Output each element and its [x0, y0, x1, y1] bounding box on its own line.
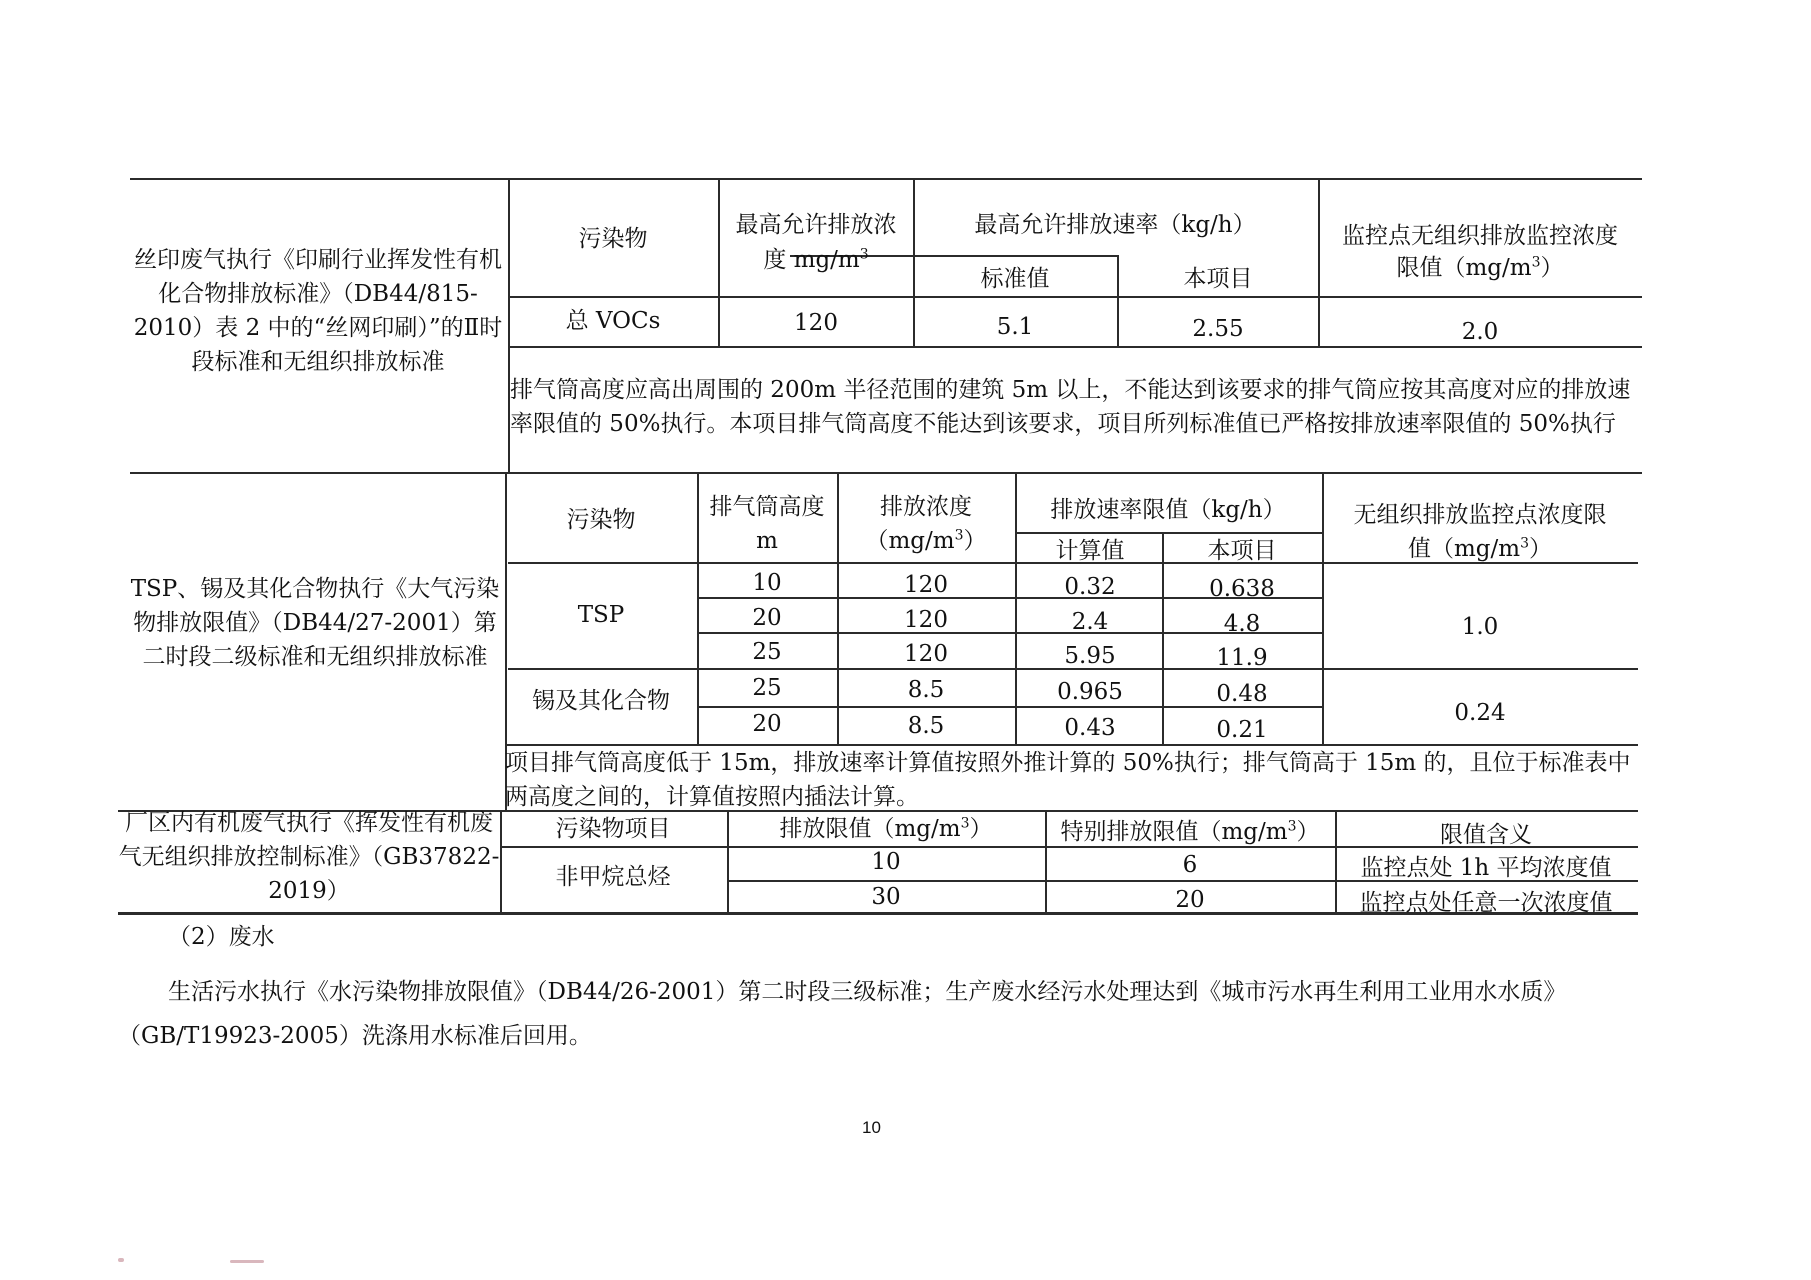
- t3-pollutant: 非甲烷总烃: [555, 864, 671, 890]
- t3-header-meaning: 限值含义: [1440, 822, 1532, 848]
- t2-tsp-pollutant: TSP: [577, 602, 625, 628]
- t2-tsp-row3-project: 11.9: [1216, 645, 1268, 671]
- t2-header-height-line2: m: [756, 528, 778, 554]
- t2-col-divider: [837, 472, 839, 744]
- scan-mark: [118, 1258, 124, 1262]
- t2-tsp-row2-calc: 2.4: [1071, 609, 1109, 635]
- t2-tin-row2-height: 20: [752, 711, 782, 737]
- t3-col-divider: [727, 810, 729, 912]
- t1-conc: 120: [794, 310, 838, 336]
- t2-tin-row1-height: 25: [752, 675, 782, 701]
- t1-standard-label: 丝印废气执行《印刷行业挥发性有机化合物排放标准》（DB44/815-2010）表 2 中的“丝网印刷）”的Ⅱ时段标准和无组织排放标准: [133, 247, 503, 375]
- t2-tin-row1-calc: 0.965: [1057, 679, 1123, 705]
- t2-tin-pollutant: 锡及其化合物: [532, 688, 670, 714]
- t1-header-standard: 标准值: [980, 266, 1050, 292]
- t1-unorg: 2.0: [1461, 319, 1499, 345]
- t3-row2-limit: 30: [871, 884, 901, 910]
- t1-top-rule: [130, 178, 1642, 180]
- t2-col-divider: [697, 472, 699, 744]
- t3-col-divider: [1045, 810, 1047, 912]
- t1-header-pollutant: 污染物: [578, 226, 648, 252]
- t3-row1-special: 6: [1182, 852, 1198, 878]
- t2-header-height-line1: 排气筒高度: [709, 494, 825, 520]
- t1-header-conc-line1: 最高允许排放浓: [735, 212, 897, 238]
- t3-col-divider: [1335, 810, 1337, 912]
- t2-tsp-row2-height: 20: [752, 605, 782, 631]
- t1-header-project: 本项目: [1183, 266, 1253, 292]
- t1-bottom-rule: [130, 472, 1642, 474]
- t3-row1-meaning: 监控点处 1h 平均浓度值: [1360, 855, 1612, 881]
- t2-note: 项目排气筒高度低于 15m，排放速率计算值按照外推计算的 50%执行；排气筒高于 15m 的，且位于标准表中两高度之间的，计算值按照内插法计算。: [505, 750, 1631, 810]
- t2-header-unorg-line2: 值$(mg/m^3)$: [1407, 535, 1553, 562]
- t2-standard-label: TSP、锡及其化合物执行《大气污染物排放限值》（DB44/27-2001）第二时段二级标准和无组织排放标准: [130, 576, 500, 670]
- t1-note: 排气筒高度应高出周围的 200m 半径范围的建筑 5m 以上，不能达到该要求的排气筒应按其高度对应的排放速率限值的 50%执行。本项目排气筒高度不能达到该要求，项目所列标准值已严格按排放速率限值的 50%执行: [510, 377, 1631, 437]
- t3-row2-special: 20: [1175, 887, 1205, 913]
- t1-standard: 5.1: [996, 314, 1034, 340]
- t2-header-calc: 计算值: [1055, 538, 1125, 564]
- t3-header-item: 污染物项目: [555, 816, 671, 842]
- t2-tin-row2-conc: 8.5: [907, 713, 945, 739]
- t2-tsp-row1-height: 10: [752, 570, 782, 596]
- t2-header-rate: 排放速率限值（kg/h）: [1050, 497, 1286, 523]
- t1-header-rate: 最高允许排放速率（kg/h）: [974, 212, 1256, 238]
- t2-rate-sub-rule: [1015, 532, 1323, 534]
- t2-tsp-row3-calc: 5.95: [1064, 643, 1116, 669]
- t3-row2-meaning: 监控点处任意一次浓度值: [1359, 890, 1613, 916]
- t1-project: 2.55: [1192, 316, 1244, 342]
- t2-col-divider: [1015, 472, 1017, 744]
- t2-tsp-unorg: 1.0: [1461, 614, 1499, 640]
- t2-col-divider: [1322, 472, 1324, 744]
- t1-header-unorg-line2: 限值$(mg/m^3)$: [1396, 254, 1564, 281]
- t3-header-special: 特别排放限值$(mg/m^3)$: [1060, 818, 1320, 845]
- t1-col-divider: [913, 178, 915, 346]
- t2-col-divider: [1162, 532, 1164, 744]
- t2-header-pollutant: 污染物: [566, 507, 636, 533]
- t2-tin-unorg: 0.24: [1454, 700, 1506, 726]
- scan-mark: [230, 1260, 264, 1263]
- t2-tin-row2-project: 0.21: [1216, 717, 1268, 743]
- t2-tsp-row3-conc: 120: [904, 641, 948, 667]
- t1-pollutant: 总 VOCs: [565, 308, 661, 334]
- t1-col-divider: [1117, 255, 1119, 346]
- t2-header-project: 本项目: [1207, 538, 1277, 564]
- t3-label-divider: [500, 810, 502, 912]
- t1-col-divider: [1318, 178, 1320, 346]
- t2-tsp-row1-project: 0.638: [1209, 576, 1275, 602]
- t2-tin-row2-calc: 0.43: [1064, 715, 1116, 741]
- t2-tin-row1-conc: 8.5: [907, 677, 945, 703]
- t2-header-unorg-line1: 无组织排放监控点浓度限: [1353, 502, 1607, 528]
- t1-header-conc-line2: 度 $mg/m^3$: [763, 246, 869, 273]
- t1-header-bottom-rule: [508, 296, 1642, 298]
- section-heading: （2）废水: [168, 924, 275, 950]
- t2-tsp-row3-height: 25: [752, 639, 782, 665]
- t3-standard-label: 厂区内有机废气执行《挥发性有机废气无组织排放控制标准》（GB37822-2019）: [118, 810, 500, 904]
- t2-tsp-row2-conc: 120: [904, 607, 948, 633]
- page-number: 10: [862, 1118, 881, 1137]
- t2-tin-row1-project: 0.48: [1216, 681, 1268, 707]
- t2-header-conc-line1: 排放浓度: [880, 494, 972, 520]
- t1-header-unorg-line1: 监控点无组织排放监控浓度: [1342, 223, 1618, 249]
- t3-row1-limit: 10: [871, 849, 901, 875]
- t2-header-conc-line2: $(mg/m^3)$: [865, 527, 987, 554]
- t2-tsp-row1-calc: 0.32: [1064, 574, 1116, 600]
- wastewater-paragraph: 生活污水执行《水污染物排放限值》（DB44/26-2001）第二时段三级标准；生产废水经污水处理达到《城市污水再生利用工业用水水质》（GB/T19923-2005）洗涤用水标准后回用。: [118, 979, 1567, 1049]
- t3-header-limit: 排放限值$(mg/m^3)$: [779, 815, 993, 842]
- t2-tsp-row2-project: 4.8: [1223, 611, 1261, 637]
- t2-tsp-row1-conc: 120: [904, 572, 948, 598]
- t1-col-divider: [718, 178, 720, 346]
